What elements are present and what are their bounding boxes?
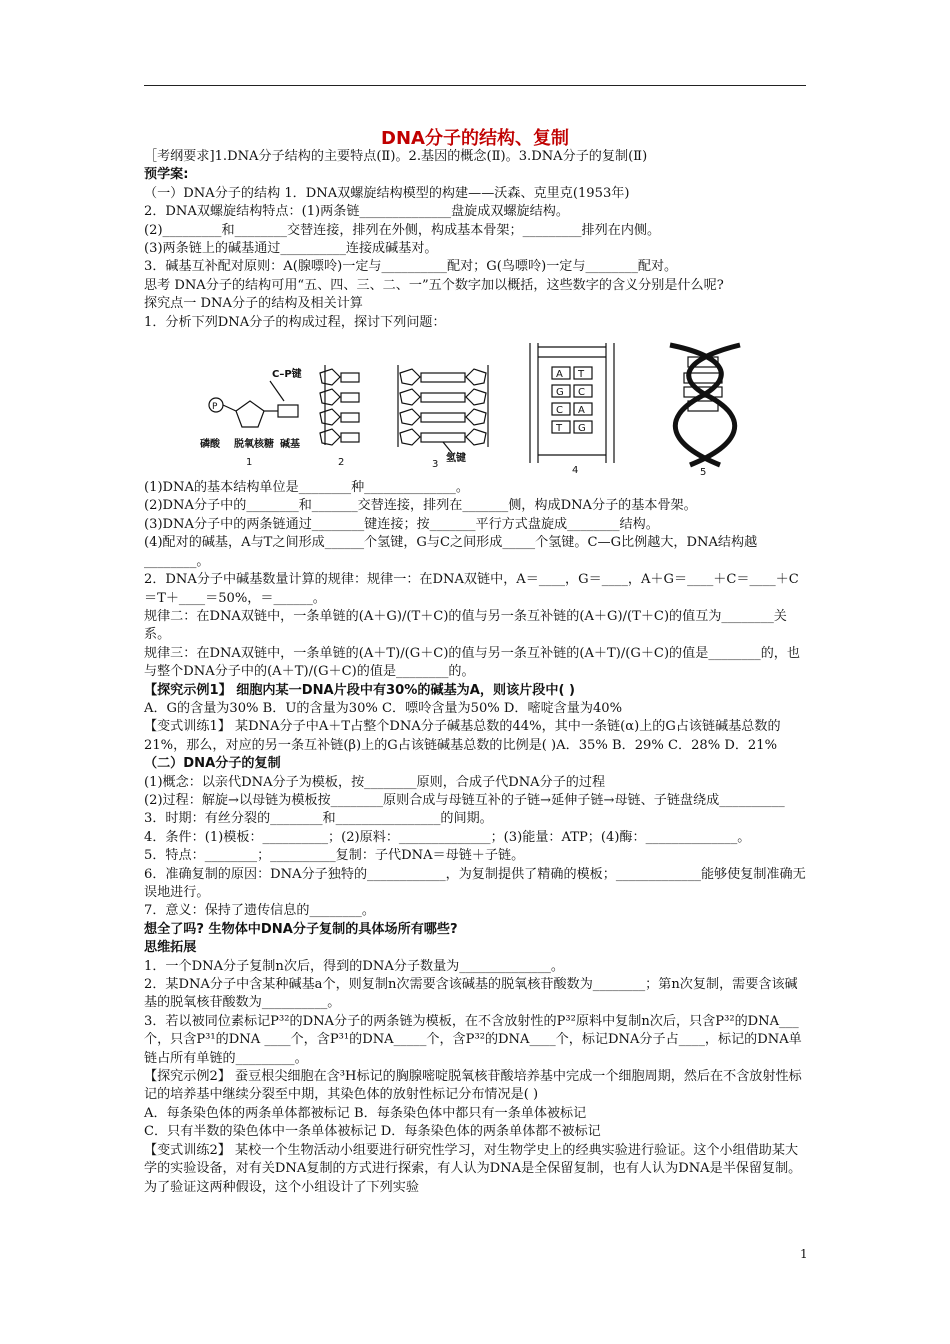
stage-3-double-strand (398, 365, 488, 453)
page-title: DNA分子的结构、复制 (381, 128, 569, 149)
base-right-2: C (578, 387, 585, 399)
text-line: 1．一个DNA分子复制n次后，得到的DNA分子数量为______________。 (144, 958, 565, 974)
text-line: 3．时期：有丝分裂的________和________________的间期。 (144, 811, 493, 827)
section-heading-replication: （二）DNA分子的复制 (144, 756, 281, 772)
text-line: （一）DNA分子的结构 1．DNA双螺旋结构模型的构建——沃森、克里克(1953年) (144, 185, 630, 201)
text-line: 1．分析下列DNA分子的构成过程，探讨下列问题： (144, 314, 446, 330)
document-body (144, 148, 808, 1197)
stage-4-number: 4 (572, 465, 579, 476)
example-2-options-cd: C．只有半数的染色体中一条单体被标记 D．每条染色体的两条单体都不被标记 (144, 1124, 601, 1140)
text-line: 4．条件：(1)模板：__________；(2)原料：______________；(3)能量：ATP；(4)酶：______________。 (144, 829, 751, 845)
label-hydrogen-bond: 氢键 (446, 453, 466, 465)
text-line: (2)过程：解旋→以母链为模板按________原则合成与母链互补的子链→延伸子链→母链、子链盘绕成__________ (144, 792, 785, 808)
base-left-3: C (556, 405, 563, 417)
text-line: (1)概念：以亲代DNA分子为模板，按________原则，合成子代DNA分子的过程 (144, 774, 606, 790)
exam-requirements: ［考纲要求]1.DNA分子结构的主要特点(Ⅱ)。2.基因的概念(Ⅱ)。3.DNA分子的复制(Ⅱ) (144, 149, 648, 164)
stage-2-single-strand (320, 365, 359, 445)
label-base: 碱基 (280, 439, 300, 451)
text-line: 2．DNA分子中碱基数量计算的规律：规律一：在DNA双链中，A＝____，G＝____，A＋G＝____＋C＝____＋C＝T＋____＝50%，＝______。 (144, 572, 799, 606)
base-right-4: G (578, 423, 586, 435)
example-1-question: 【探究示例1】 细胞内某一DNA片段中有30%的碱基为A，则该片段中( ) (144, 682, 575, 698)
training-1-question: 【变式训练1】 某DNA分子中A＋T占整个DNA分子碱基总数的44%，其中一条链(α)上的G占该链碱基总数的21%，那么，对应的另一条互补链(β)上的G占该链碱基总数的比例是( )A．35% B．29% C．28% D．21% (144, 719, 781, 753)
text-line: (2)DNA分子中的________和_______交替连接，排列在_______侧，构成DNA分子的基本骨架。 (144, 498, 697, 514)
text-line: 2．DNA双螺旋结构特点：(1)两条链______________盘旋成双螺旋结构。 (144, 204, 569, 220)
think-complete-question: 想全了吗? 生物体中DNA分子复制的具体场所有哪些? (144, 921, 458, 937)
example-2-options-ab: A．每条染色体的两条单体都被标记 B．每条染色体中都只有一条单体被标记 (144, 1105, 587, 1121)
text-line: 7．意义：保持了遗传信息的________。 (144, 903, 375, 919)
base-left-4: T (556, 423, 563, 435)
label-p: P (212, 402, 218, 413)
text-line: (3)两条链上的碱基通过__________连接成碱基对。 (144, 241, 438, 257)
text-line: 3．碱基互补配对原则：A(腺嘌呤)一定与__________配对；G(鸟嘌呤)一定与________配对。 (144, 259, 678, 275)
rule-three: 规律三：在DNA双链中，一条单链的(A＋T)/(G＋C)的值与另一条互补链的(A＋T)/(G＋C)的值是________的，也与整个DNA分子中的(A＋T)/(G＋C)的值是________的。 (144, 645, 800, 680)
text-line: 5．特点：________；__________复制：子代DNA＝母链＋子链。 (144, 848, 525, 864)
think-question: 思考 DNA分子的结构可用“五、四、三、二、一”五个数字加以概括，这些数字的含义分别是什么呢? (144, 277, 724, 293)
section-heading-extension: 思维拓展 (144, 940, 197, 956)
text-line: 2．某DNA分子中含某种碱基a个，则复制n次需要含该碱基的脱氧核苷酸数为________；第n次复制，需要含该碱基的脱氧核苷酸数为__________。 (144, 977, 798, 1011)
text-line: 6．准确复制的原因：DNA分子独特的____________，为复制提供了精确的模板；_____________能够使复制准确无误地进行。 (144, 866, 806, 900)
example-1-options: A．G的含量为30% B．U的含量为30% C．嘌呤含量为50% D．嘧啶含量为40% (144, 700, 623, 716)
section-heading-preview: 预学案: (144, 167, 189, 183)
text-line: 3．若以被同位素标记P³²的DNA分子的两条链为模板，在不含放射性的P³²原料中复制n次后，只含P³²的DNA___个，只含P³¹的DNA ____个，含P³¹的DNA_____个，含P³²的DNA____个，标记DNA分子占____，标记的DNA单链占所有单链的_________。 (144, 1013, 802, 1066)
stage-1-number: 1 (246, 457, 253, 469)
stage-3-number: 3 (432, 459, 439, 471)
page-number: 1 (800, 1247, 808, 1261)
text-line: (1)DNA的基本结构单位是________种______________。 (144, 480, 469, 496)
dna-construction-figure (200, 335, 760, 475)
text-line: 探究点一 DNA分子的结构及相关计算 (144, 296, 363, 312)
label-deoxyribose: 脱氧核糖 (234, 439, 274, 451)
stage-4-ladder (530, 343, 614, 463)
stage-5-double-helix (670, 345, 740, 465)
base-left-1: A (556, 369, 563, 381)
label-phosphate: 磷酸 (200, 439, 220, 451)
text-line: (3)DNA分子中的两条链通过________键连接；按_______平行方式盘旋成________结构。 (144, 516, 659, 532)
example-2-question: 【探究示例2】 蚕豆根尖细胞在含³H标记的胸腺嘧啶脱氧核苷酸培养基中完成一个细胞周期，然后在不含放射性标记的培养基中继续分裂至中期，其染色体的放射性标记分布情况是( ) (144, 1069, 802, 1103)
training-2-question: 【变式训练2】 某校一个生物活动小组要进行研究性学习，对生物学史上的经典实验进行验证。这个小组借助某大学的实验设备，对有关DNA复制的方式进行探索，有人认为DNA是全保留复制，也有人认为DNA是半保留复制。为了验证这两种假设，这个小组设计了下列实验 (144, 1142, 802, 1195)
stage-5-number: 5 (700, 467, 707, 476)
text-line: (2)_________和________交替连接，排列在外侧，构成基本骨架；_________排列在内侧。 (144, 222, 661, 238)
label-cp-bond: C–P键 (272, 369, 302, 381)
base-left-2: G (556, 387, 564, 399)
stage-2-number: 2 (338, 457, 345, 469)
base-right-1: T (578, 369, 585, 381)
text-line: (4)配对的碱基，A与T之间形成______个氢键，G与C之间形成_____个氢键。C—G比例越大，DNA结构越________。 (144, 535, 758, 569)
base-right-3: A (578, 405, 585, 417)
rule-two: 规律二：在DNA双链中，一条单链的(A＋G)/(T＋C)的值与另一条互补链的(A＋G)/(T＋C)的值互为________关系。 (144, 608, 787, 643)
header-rule (144, 85, 806, 86)
